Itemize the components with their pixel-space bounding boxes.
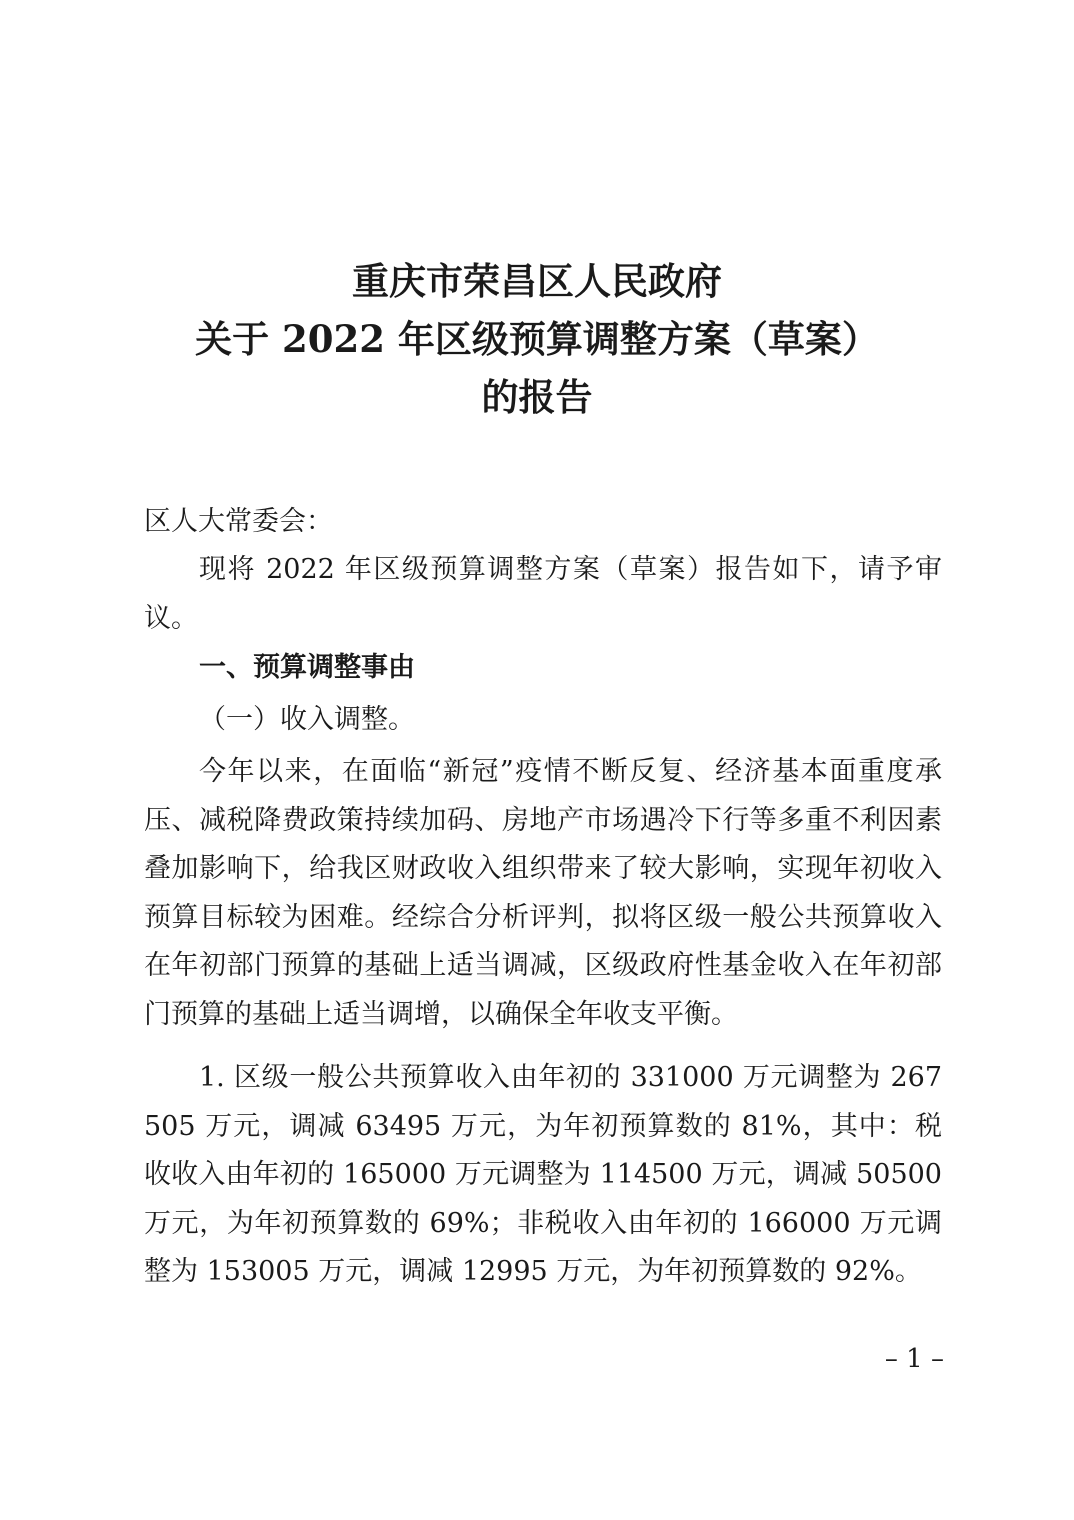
intro-paragraph: 现将 2022 年区级预算调整方案（草案）报告如下，请予审议。 — [144, 554, 942, 634]
context-paragraph: 今年以来，在面临“新冠”疫情不断反复、经济基本面重度承压、减税降费政策持续加码、房地产市场遇冷下行等多重不利因素叠加影响下，给我区财政收入组织带来了较大影响，实现年初收入预算目标较为困难。经综合分析评判，拟将区级一般公共预算收入在年初部门预算的基础上适当调减，区级政府性基金收入在年初部门预算的基础上适当调增，以确保全年收支平衡。 — [144, 756, 942, 1030]
section-heading: 一、预算调整事由 — [199, 652, 415, 683]
item-1-paragraph: 1. 区级一般公共预算收入由年初的 331000 万元调整为 267505 万元，调减 63495 万元，为年初预算数的 81%，其中：税收收入由年初的 165000 万元调整为 114500 万元，调减 50500 万元，为年初预算数的 69%；非税收入由年初的 166000 万元调整为 153005 万元，调减 12995 万元，为年初预算数的 92%。 — [144, 1062, 942, 1288]
title-line-1: 重庆市荣昌区人民政府 — [352, 259, 722, 303]
salutation: 区人大常委会： — [144, 506, 333, 537]
title-line-2: 关于 2022 年区级预算调整方案（草案） — [195, 317, 879, 361]
page-number: – 1 – — [884, 1344, 944, 1374]
subsection-heading: （一）收入调整。 — [199, 704, 415, 735]
document-title — [0, 252, 1074, 426]
title-line-3: 的报告 — [481, 375, 593, 419]
